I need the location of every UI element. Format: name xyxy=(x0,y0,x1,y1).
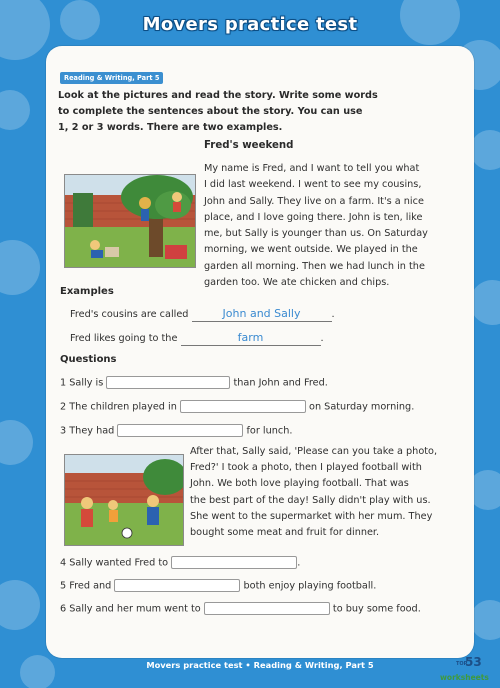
example-2: Fred likes going to the farm . xyxy=(70,331,324,344)
worksheet-page xyxy=(46,46,474,658)
answer-box-1[interactable] xyxy=(106,376,230,389)
page-title: Movers practice test xyxy=(142,14,358,35)
answer-box-5[interactable] xyxy=(114,579,240,592)
question-6: 6 Sally and her mum went to to buy some food. xyxy=(60,603,421,615)
question-2: 2 The children played in on Saturday morning. xyxy=(60,401,415,413)
instructions: Look at the pictures and read the story. Write some words to complete the sentences about the story. You can use 1, 2 or 3 words. There are two examples. xyxy=(58,90,378,133)
page-footer: Movers practice test • Reading & Writing, Part 5 xyxy=(146,660,374,670)
question-1: 1 Sally is than John and Fred. xyxy=(60,377,328,389)
examples-heading: Examples xyxy=(60,286,114,297)
garden-picture xyxy=(64,174,196,268)
question-4: 4 Sally wanted Fred to . xyxy=(60,557,301,569)
story-title: Fred's weekend xyxy=(204,140,294,151)
example-2-answer: farm xyxy=(181,333,321,346)
story-paragraph-1: My name is Fred, and I want to tell you what I did last weekend. I went to see my cousins, John and Sally. They live on a farm. It's a nice place, and I love going there. John is ten, like me, but Sally is younger than us. On Saturday morning, we went outside. We played in the garden all morning. Then we had lunch in the garden too. We ate chicken and chips. xyxy=(204,163,428,289)
question-5: 5 Fred and both enjoy playing football. xyxy=(60,580,377,592)
question-3: 3 They had for lunch. xyxy=(60,425,293,437)
worksheets-watermark: worksheets xyxy=(440,673,489,682)
section-tag: Reading & Writing, Part 5 xyxy=(60,72,163,84)
football-picture xyxy=(64,454,184,546)
page-number: 53 xyxy=(465,655,482,669)
example-1-answer: John and Sally xyxy=(192,309,332,322)
top-page-badge[interactable]: TOP 53 xyxy=(456,655,482,669)
questions-heading: Questions xyxy=(60,354,117,365)
story-paragraph-2: After that, Sally said, 'Please can you take a photo, Fred?' I took a photo, then I played football with John. We both love playing football. That was the best part of the day! Sally didn't play with us. She went to the supermarket with her mum. They bought some meat and fruit for dinner. xyxy=(190,446,438,539)
answer-box-2[interactable] xyxy=(180,400,306,413)
example-1: Fred's cousins are called John and Sally . xyxy=(70,307,335,320)
answer-box-4[interactable] xyxy=(171,556,297,569)
answer-box-6[interactable] xyxy=(204,602,330,615)
answer-box-3[interactable] xyxy=(117,424,243,437)
